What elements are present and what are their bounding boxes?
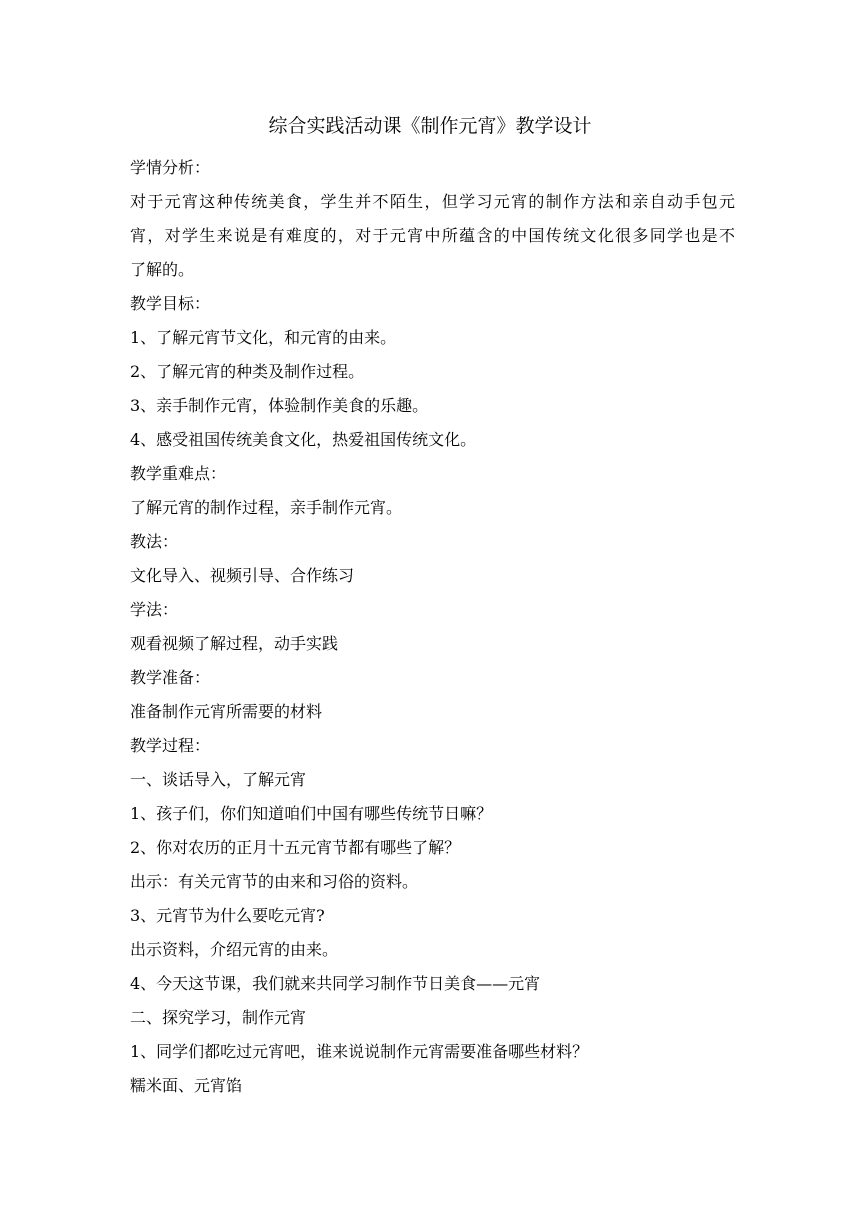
section-heading-goals: 教学目标： (130, 294, 211, 313)
list-item: 3、亲手制作元宵，体验制作美食的乐趣。 (130, 396, 429, 415)
paragraph-line: 了解的。 (130, 260, 195, 279)
subsection-heading: 一、谈话导入，了解元宵 (130, 770, 307, 789)
paragraph-line: 文化导入、视频引导、合作练习 (130, 566, 355, 585)
section-heading-process: 教学过程： (130, 736, 211, 755)
section-heading-key-points: 教学重难点： (130, 464, 227, 483)
list-item: 2、了解元宵的种类及制作过程。 (130, 362, 365, 381)
paragraph-line: 宵，对学生来说是有难度的，对于元宵中所蕴含的中国传统文化很多同学也是不 (130, 226, 735, 245)
list-item: 1、了解元宵节文化，和元宵的由来。 (130, 328, 397, 347)
paragraph-line: 出示：有关元宵节的由来和习俗的资料。 (130, 872, 419, 891)
section-heading-learning-method: 学法： (130, 600, 179, 619)
subsection-heading: 二、探究学习，制作元宵 (130, 1008, 307, 1027)
list-item: 3、元宵节为什么要吃元宵? (130, 906, 325, 925)
paragraph-line: 观看视频了解过程，动手实践 (130, 634, 339, 653)
paragraph-line: 对于元宵这种传统美食，学生并不陌生，但学习元宵的制作方法和亲自动手包元 (130, 192, 735, 211)
document-title: 综合实践活动课《制作元宵》教学设计 (268, 115, 592, 137)
list-item: 1、同学们都吃过元宵吧，谁来说说制作元宵需要准备哪些材料？ (130, 1042, 589, 1061)
section-heading-teaching-method: 教法： (130, 532, 179, 551)
paragraph-line: 糯米面、元宵馅 (130, 1076, 243, 1095)
list-item: 2、你对农历的正月十五元宵节都有哪些了解？ (130, 838, 461, 857)
paragraph-line: 出示资料，介绍元宵的由来。 (130, 940, 339, 959)
list-item: 1、孩子们，你们知道咱们中国有哪些传统节日嘛？ (130, 804, 493, 823)
section-heading-analysis: 学情分析： (130, 158, 211, 177)
paragraph-line: 准备制作元宵所需要的材料 (130, 702, 323, 721)
document-body (130, 151, 735, 1103)
list-item: 4、感受祖国传统美食文化，热爱祖国传统文化。 (130, 430, 477, 449)
paragraph-line: 了解元宵的制作过程，亲手制作元宵。 (130, 498, 403, 517)
section-heading-preparation: 教学准备： (130, 668, 211, 687)
list-item: 4、今天这节课，我们就来共同学习制作节日美食——元宵 (130, 974, 541, 993)
